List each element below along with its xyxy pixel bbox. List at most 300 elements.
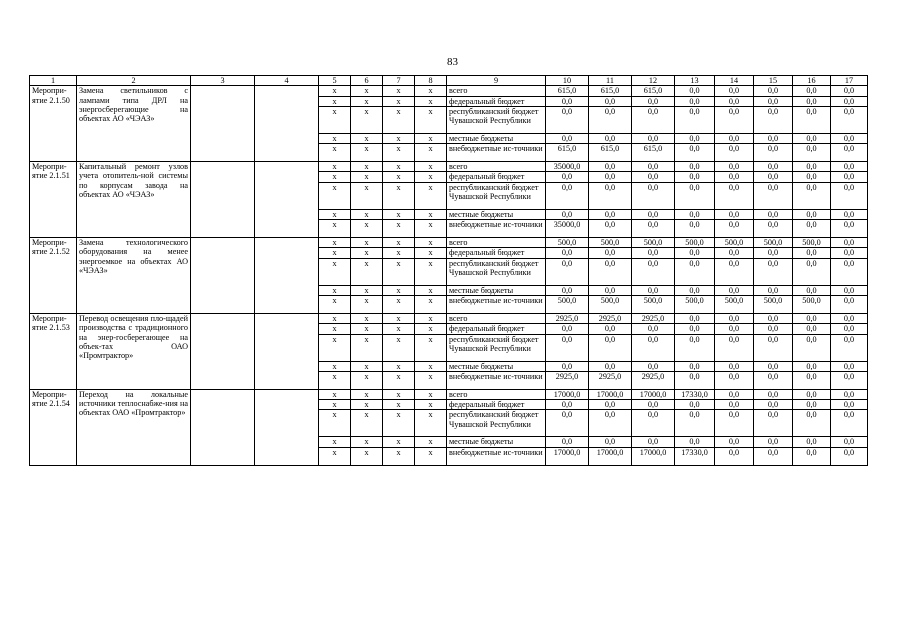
value-cell: 0,0 — [793, 371, 831, 389]
value-cell: 0,0 — [632, 400, 675, 410]
value-cell: 615,0 — [589, 144, 632, 162]
marker-cell: х — [383, 209, 415, 219]
value-cell: 0,0 — [754, 258, 793, 285]
value-cell: 0,0 — [793, 133, 831, 143]
marker-cell: х — [351, 410, 383, 437]
empty-cell — [191, 162, 255, 238]
measure-title: Замена светильников с лампами типа ДРЛ на энергосберегающие на объектах АО «ЧЭАЗ» — [77, 86, 191, 162]
marker-cell: х — [351, 334, 383, 361]
value-cell: 0,0 — [754, 285, 793, 295]
value-cell: 0,0 — [589, 106, 632, 133]
marker-cell: х — [383, 313, 415, 323]
value-cell: 0,0 — [793, 182, 831, 209]
value-cell: 0,0 — [589, 324, 632, 334]
empty-cell — [255, 162, 319, 238]
marker-cell: х — [351, 220, 383, 238]
value-cell: 0,0 — [589, 172, 632, 182]
value-cell: 0,0 — [675, 334, 715, 361]
value-cell: 0,0 — [589, 248, 632, 258]
value-cell: 0,0 — [632, 324, 675, 334]
marker-cell: х — [383, 238, 415, 248]
measure-title: Капитальный ремонт узлов учета отопитель-ной системы по корпусам завода на объектах АО «ЧЭАЗ» — [77, 162, 191, 238]
measure-title: Перевод освещения пло-щадей производства с традиционного на энер-госберегающее на объек-тах ОАО «Промтрактор» — [77, 313, 191, 389]
column-header: 7 — [383, 76, 415, 86]
marker-cell: х — [383, 144, 415, 162]
value-cell: 0,0 — [589, 133, 632, 143]
value-cell: 500,0 — [546, 238, 589, 248]
value-cell: 35000,0 — [546, 220, 589, 238]
marker-cell: х — [319, 106, 351, 133]
value-cell: 0,0 — [675, 133, 715, 143]
marker-cell: х — [415, 371, 447, 389]
column-header: 14 — [715, 76, 754, 86]
value-cell: 0,0 — [675, 220, 715, 238]
marker-cell: х — [415, 324, 447, 334]
value-cell: 0,0 — [754, 361, 793, 371]
value-cell: 0,0 — [546, 248, 589, 258]
value-cell: 500,0 — [675, 238, 715, 248]
value-cell: 0,0 — [715, 172, 754, 182]
funding-source: федеральный бюджет — [447, 96, 546, 106]
value-cell: 35000,0 — [546, 162, 589, 172]
column-header: 4 — [255, 76, 319, 86]
value-cell: 0,0 — [675, 172, 715, 182]
value-cell: 0,0 — [675, 162, 715, 172]
marker-cell: х — [351, 162, 383, 172]
value-cell: 0,0 — [715, 371, 754, 389]
funding-source: внебюджетные ис-точники — [447, 220, 546, 238]
measure-label: Меропри-ятие 2.1.54 — [30, 389, 77, 465]
value-cell: 0,0 — [675, 313, 715, 323]
funding-source: местные бюджеты — [447, 285, 546, 295]
value-cell: 0,0 — [546, 361, 589, 371]
marker-cell: х — [415, 400, 447, 410]
value-cell: 0,0 — [754, 144, 793, 162]
value-cell: 0,0 — [715, 447, 754, 465]
value-cell: 615,0 — [589, 86, 632, 96]
marker-cell: х — [351, 258, 383, 285]
value-cell: 0,0 — [754, 96, 793, 106]
measure-title: Замена технологического оборудования на менее энергоемкое на объектах АО «ЧЭАЗ» — [77, 238, 191, 314]
value-cell: 0,0 — [715, 86, 754, 96]
marker-cell: х — [383, 162, 415, 172]
value-cell: 0,0 — [754, 324, 793, 334]
value-cell: 0,0 — [589, 96, 632, 106]
value-cell: 0,0 — [754, 248, 793, 258]
value-cell: 0,0 — [675, 361, 715, 371]
value-cell: 500,0 — [754, 238, 793, 248]
value-cell: 0,0 — [793, 313, 831, 323]
empty-cell — [255, 86, 319, 162]
marker-cell: х — [383, 106, 415, 133]
value-cell: 0,0 — [546, 285, 589, 295]
value-cell: 0,0 — [632, 106, 675, 133]
value-cell: 0,0 — [831, 295, 868, 313]
value-cell: 0,0 — [793, 258, 831, 285]
funding-source: республиканский бюджет Чувашской Республики — [447, 182, 546, 209]
marker-cell: х — [383, 410, 415, 437]
value-cell: 500,0 — [715, 295, 754, 313]
value-cell: 0,0 — [831, 437, 868, 447]
table-row — [30, 86, 868, 96]
marker-cell: х — [415, 334, 447, 361]
funding-source: местные бюджеты — [447, 209, 546, 219]
value-cell: 0,0 — [831, 361, 868, 371]
value-cell: 0,0 — [589, 258, 632, 285]
value-cell: 0,0 — [754, 106, 793, 133]
marker-cell: х — [415, 238, 447, 248]
marker-cell: х — [319, 144, 351, 162]
marker-cell: х — [383, 220, 415, 238]
value-cell: 0,0 — [715, 324, 754, 334]
value-cell: 0,0 — [831, 285, 868, 295]
empty-cell — [191, 313, 255, 389]
marker-cell: х — [415, 144, 447, 162]
marker-cell: х — [383, 295, 415, 313]
value-cell: 0,0 — [675, 248, 715, 258]
value-cell: 0,0 — [589, 209, 632, 219]
marker-cell: х — [351, 209, 383, 219]
value-cell: 500,0 — [675, 295, 715, 313]
column-header: 17 — [831, 76, 868, 86]
value-cell: 0,0 — [754, 389, 793, 399]
value-cell: 0,0 — [754, 410, 793, 437]
value-cell: 0,0 — [793, 220, 831, 238]
value-cell: 0,0 — [715, 96, 754, 106]
empty-cell — [255, 238, 319, 314]
funding-source: федеральный бюджет — [447, 324, 546, 334]
value-cell: 17000,0 — [632, 389, 675, 399]
marker-cell: х — [319, 410, 351, 437]
marker-cell: х — [319, 361, 351, 371]
marker-cell: х — [351, 437, 383, 447]
marker-cell: х — [383, 389, 415, 399]
value-cell: 500,0 — [589, 238, 632, 248]
value-cell: 2925,0 — [632, 313, 675, 323]
budget-table — [29, 75, 868, 466]
funding-source: республиканский бюджет Чувашской Республики — [447, 258, 546, 285]
value-cell: 0,0 — [831, 133, 868, 143]
value-cell: 0,0 — [793, 209, 831, 219]
funding-source: внебюджетные ис-точники — [447, 144, 546, 162]
value-cell: 0,0 — [632, 172, 675, 182]
marker-cell: х — [351, 133, 383, 143]
column-header: 9 — [447, 76, 546, 86]
value-cell: 0,0 — [546, 133, 589, 143]
funding-source: всего — [447, 389, 546, 399]
value-cell: 0,0 — [632, 182, 675, 209]
value-cell: 0,0 — [754, 162, 793, 172]
marker-cell: х — [415, 361, 447, 371]
marker-cell: х — [319, 248, 351, 258]
marker-cell: х — [319, 447, 351, 465]
value-cell: 0,0 — [632, 96, 675, 106]
marker-cell: х — [351, 400, 383, 410]
value-cell: 17330,0 — [675, 447, 715, 465]
marker-cell: х — [415, 96, 447, 106]
value-cell: 0,0 — [675, 182, 715, 209]
marker-cell: х — [383, 248, 415, 258]
measure-title: Переход на локальные источники теплоснабже-ния на объектах ОАО «Промтрактор» — [77, 389, 191, 465]
value-cell: 0,0 — [754, 86, 793, 96]
funding-source: внебюджетные ис-точники — [447, 295, 546, 313]
marker-cell: х — [415, 295, 447, 313]
empty-cell — [191, 86, 255, 162]
marker-cell: х — [415, 248, 447, 258]
empty-cell — [255, 389, 319, 465]
value-cell: 0,0 — [831, 248, 868, 258]
value-cell: 0,0 — [831, 162, 868, 172]
measure-label: Меропри-ятие 2.1.50 — [30, 86, 77, 162]
empty-cell — [191, 238, 255, 314]
value-cell: 2925,0 — [546, 313, 589, 323]
value-cell: 0,0 — [754, 182, 793, 209]
value-cell: 0,0 — [754, 447, 793, 465]
value-cell: 0,0 — [715, 162, 754, 172]
table-row — [30, 162, 868, 172]
column-header: 13 — [675, 76, 715, 86]
value-cell: 0,0 — [632, 285, 675, 295]
value-cell: 0,0 — [546, 209, 589, 219]
marker-cell: х — [319, 313, 351, 323]
value-cell: 0,0 — [589, 361, 632, 371]
value-cell: 0,0 — [793, 285, 831, 295]
value-cell: 615,0 — [546, 144, 589, 162]
value-cell: 0,0 — [589, 334, 632, 361]
column-header: 8 — [415, 76, 447, 86]
marker-cell: х — [383, 182, 415, 209]
value-cell: 0,0 — [589, 285, 632, 295]
marker-cell: х — [319, 371, 351, 389]
value-cell: 0,0 — [831, 182, 868, 209]
marker-cell: х — [383, 437, 415, 447]
value-cell: 0,0 — [715, 389, 754, 399]
value-cell: 0,0 — [546, 334, 589, 361]
value-cell: 0,0 — [831, 324, 868, 334]
marker-cell: х — [319, 86, 351, 96]
marker-cell: х — [415, 209, 447, 219]
value-cell: 0,0 — [754, 313, 793, 323]
marker-cell: х — [319, 220, 351, 238]
value-cell: 0,0 — [831, 334, 868, 361]
value-cell: 0,0 — [589, 182, 632, 209]
marker-cell: х — [415, 182, 447, 209]
marker-cell: х — [319, 209, 351, 219]
value-cell: 0,0 — [632, 334, 675, 361]
value-cell: 0,0 — [831, 86, 868, 96]
marker-cell: х — [351, 182, 383, 209]
marker-cell: х — [383, 258, 415, 285]
funding-source: всего — [447, 162, 546, 172]
marker-cell: х — [415, 447, 447, 465]
value-cell: 0,0 — [546, 437, 589, 447]
marker-cell: х — [415, 437, 447, 447]
value-cell: 2925,0 — [546, 371, 589, 389]
value-cell: 0,0 — [675, 371, 715, 389]
marker-cell: х — [351, 324, 383, 334]
measure-label: Меропри-ятие 2.1.53 — [30, 313, 77, 389]
value-cell: 0,0 — [831, 313, 868, 323]
marker-cell: х — [351, 96, 383, 106]
value-cell: 17000,0 — [589, 447, 632, 465]
value-cell: 17330,0 — [675, 389, 715, 399]
value-cell: 0,0 — [675, 96, 715, 106]
marker-cell: х — [319, 182, 351, 209]
value-cell: 0,0 — [831, 447, 868, 465]
measure-label: Меропри-ятие 2.1.51 — [30, 162, 77, 238]
value-cell: 0,0 — [754, 220, 793, 238]
marker-cell: х — [351, 447, 383, 465]
marker-cell: х — [319, 285, 351, 295]
value-cell: 0,0 — [715, 285, 754, 295]
value-cell: 0,0 — [831, 172, 868, 182]
value-cell: 0,0 — [715, 400, 754, 410]
column-header: 11 — [589, 76, 632, 86]
marker-cell: х — [351, 313, 383, 323]
value-cell: 0,0 — [589, 162, 632, 172]
value-cell: 0,0 — [715, 133, 754, 143]
value-cell: 0,0 — [754, 371, 793, 389]
empty-cell — [255, 313, 319, 389]
value-cell: 0,0 — [754, 400, 793, 410]
value-cell: 0,0 — [715, 248, 754, 258]
value-cell: 0,0 — [831, 144, 868, 162]
marker-cell: х — [415, 86, 447, 96]
funding-source: всего — [447, 86, 546, 96]
marker-cell: х — [383, 361, 415, 371]
value-cell: 0,0 — [715, 209, 754, 219]
value-cell: 0,0 — [793, 400, 831, 410]
value-cell: 0,0 — [715, 106, 754, 133]
value-cell: 0,0 — [632, 220, 675, 238]
marker-cell: х — [319, 437, 351, 447]
value-cell: 17000,0 — [632, 447, 675, 465]
marker-cell: х — [415, 313, 447, 323]
column-header: 10 — [546, 76, 589, 86]
funding-source: республиканский бюджет Чувашской Республики — [447, 410, 546, 437]
value-cell: 0,0 — [675, 324, 715, 334]
value-cell: 0,0 — [715, 437, 754, 447]
value-cell: 2925,0 — [589, 371, 632, 389]
marker-cell: х — [383, 400, 415, 410]
value-cell: 615,0 — [546, 86, 589, 96]
value-cell: 0,0 — [632, 209, 675, 219]
value-cell: 0,0 — [715, 220, 754, 238]
marker-cell: х — [383, 334, 415, 361]
value-cell: 0,0 — [793, 162, 831, 172]
marker-cell: х — [383, 172, 415, 182]
value-cell: 17000,0 — [589, 389, 632, 399]
value-cell: 0,0 — [754, 172, 793, 182]
column-header: 1 — [30, 76, 77, 86]
value-cell: 0,0 — [793, 361, 831, 371]
value-cell: 0,0 — [715, 334, 754, 361]
value-cell: 0,0 — [793, 389, 831, 399]
value-cell: 0,0 — [632, 410, 675, 437]
value-cell: 0,0 — [675, 437, 715, 447]
value-cell: 0,0 — [831, 371, 868, 389]
value-cell: 615,0 — [632, 86, 675, 96]
marker-cell: х — [383, 447, 415, 465]
table-row — [30, 238, 868, 248]
marker-cell: х — [319, 295, 351, 313]
value-cell: 500,0 — [754, 295, 793, 313]
marker-cell: х — [383, 285, 415, 295]
value-cell: 2925,0 — [589, 313, 632, 323]
funding-source: федеральный бюджет — [447, 172, 546, 182]
marker-cell: х — [415, 172, 447, 182]
marker-cell: х — [415, 285, 447, 295]
value-cell: 500,0 — [715, 238, 754, 248]
value-cell: 500,0 — [632, 238, 675, 248]
value-cell: 0,0 — [589, 437, 632, 447]
value-cell: 0,0 — [632, 133, 675, 143]
value-cell: 0,0 — [632, 258, 675, 285]
empty-cell — [191, 389, 255, 465]
value-cell: 0,0 — [831, 106, 868, 133]
value-cell: 0,0 — [715, 144, 754, 162]
value-cell: 0,0 — [589, 220, 632, 238]
marker-cell: х — [351, 248, 383, 258]
value-cell: 0,0 — [715, 182, 754, 209]
marker-cell: х — [351, 371, 383, 389]
value-cell: 0,0 — [793, 144, 831, 162]
marker-cell: х — [319, 258, 351, 285]
value-cell: 17000,0 — [546, 447, 589, 465]
value-cell: 500,0 — [546, 295, 589, 313]
marker-cell: х — [383, 371, 415, 389]
funding-source: местные бюджеты — [447, 133, 546, 143]
value-cell: 615,0 — [632, 144, 675, 162]
funding-source: внебюджетные ис-точники — [447, 447, 546, 465]
value-cell: 0,0 — [675, 285, 715, 295]
marker-cell: х — [351, 295, 383, 313]
value-cell: 0,0 — [831, 96, 868, 106]
value-cell: 0,0 — [793, 447, 831, 465]
funding-source: всего — [447, 238, 546, 248]
value-cell: 0,0 — [546, 258, 589, 285]
marker-cell: х — [351, 389, 383, 399]
value-cell: 0,0 — [793, 248, 831, 258]
marker-cell: х — [415, 106, 447, 133]
value-cell: 500,0 — [632, 295, 675, 313]
value-cell: 0,0 — [793, 86, 831, 96]
marker-cell: х — [415, 162, 447, 172]
value-cell: 0,0 — [831, 258, 868, 285]
funding-source: местные бюджеты — [447, 361, 546, 371]
marker-cell: х — [415, 133, 447, 143]
column-header: 6 — [351, 76, 383, 86]
value-cell: 0,0 — [754, 334, 793, 361]
value-cell: 0,0 — [675, 144, 715, 162]
value-cell: 0,0 — [831, 209, 868, 219]
funding-source: федеральный бюджет — [447, 248, 546, 258]
value-cell: 17000,0 — [546, 389, 589, 399]
value-cell: 0,0 — [831, 389, 868, 399]
marker-cell: х — [415, 389, 447, 399]
marker-cell: х — [319, 162, 351, 172]
value-cell: 0,0 — [546, 400, 589, 410]
value-cell: 500,0 — [793, 238, 831, 248]
value-cell: 0,0 — [675, 86, 715, 96]
marker-cell: х — [383, 86, 415, 96]
value-cell: 0,0 — [793, 334, 831, 361]
value-cell: 0,0 — [715, 361, 754, 371]
marker-cell: х — [319, 172, 351, 182]
value-cell: 0,0 — [793, 324, 831, 334]
value-cell: 0,0 — [546, 182, 589, 209]
value-cell: 0,0 — [675, 400, 715, 410]
